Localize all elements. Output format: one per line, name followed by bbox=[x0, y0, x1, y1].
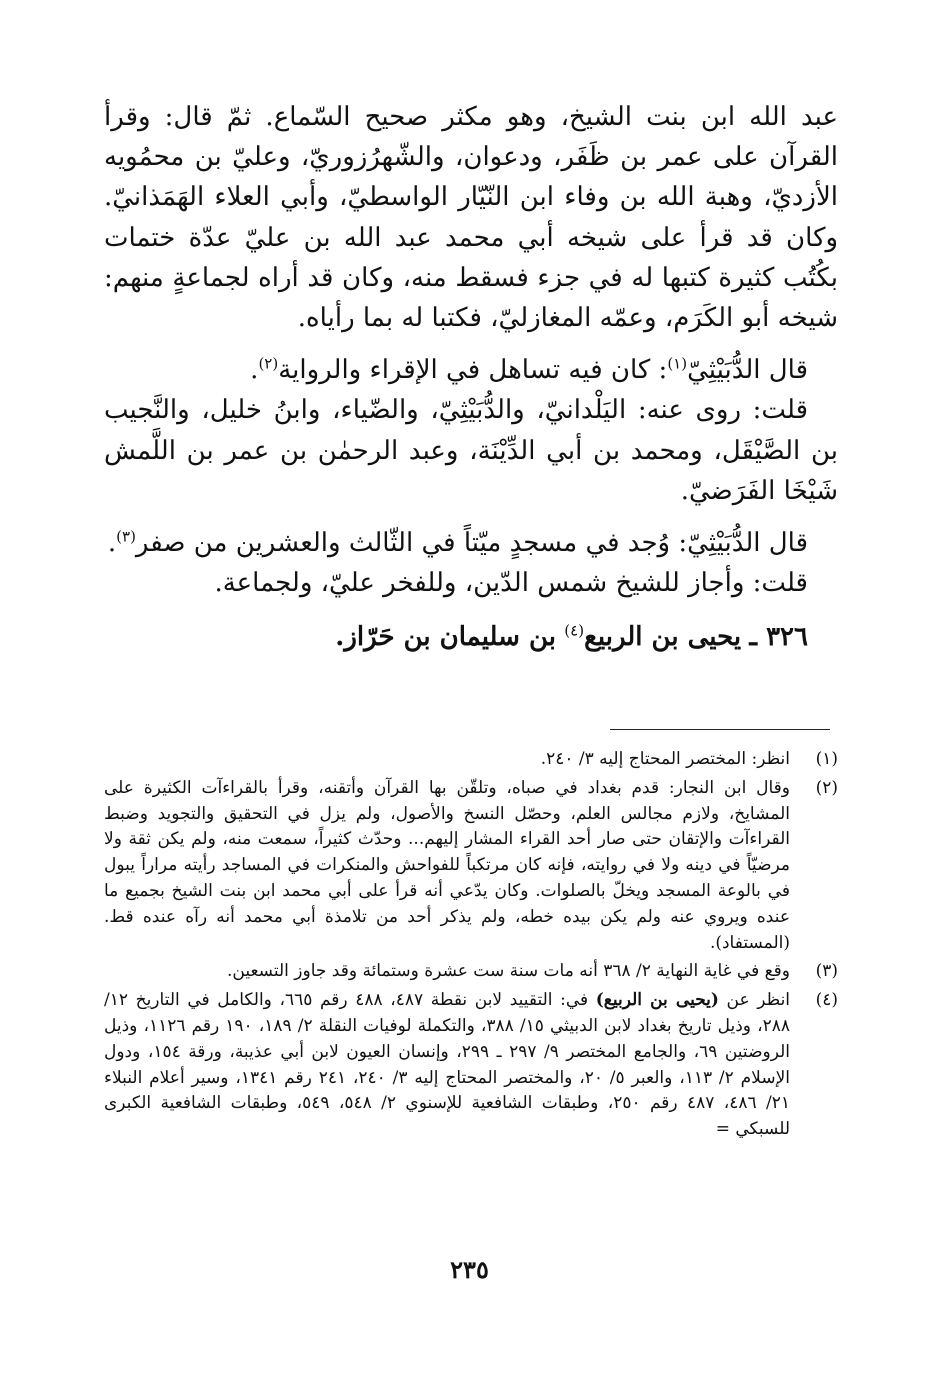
footnote-mark: (١) bbox=[815, 749, 838, 769]
footnote-ref-3[interactable]: (٣) bbox=[116, 527, 136, 546]
entry-number: ٣٢٦ ـ bbox=[749, 622, 808, 653]
footnote-2 bbox=[104, 776, 838, 957]
paragraph-5: قلت: وأجاز للشيخ شمس الدّين، وللفخر عليّ، ولجماعة. bbox=[214, 568, 808, 599]
footnotes bbox=[104, 747, 838, 1146]
footnote-text: انظر: المختصر المحتاج إليه ٣/ ٢٤٠. bbox=[540, 749, 790, 769]
paragraph-4: قال الدُّبَيْثِيّ: وُجد في مسجدٍ ميّتاً في الثّالث والعشرين من صفر$^{(٣)}$. bbox=[107, 527, 808, 559]
footnote-ref-1[interactable]: (١) bbox=[667, 354, 688, 373]
page-number: ٢٣٥ bbox=[450, 1255, 489, 1284]
paragraph-2: قال الدُّبَيْثِيّ$^{(١)}$: كان فيه تساهل في الإقراء والرواية$^{(٢)}$. bbox=[250, 354, 808, 386]
footnote-text: وقال ابن النجار: قدم بغداد في صباه، وتلقّن بها القرآن وأتقنه، وقرأ بالقراءآت الكثيرة على المشايخ، ولازم مجالس العلم، وحصّل النسخ والأصول، ولم يزل في التحقيق والتجويد وضبط القراءآت والإتقان حتى صار أحد القراء المشار إليهم... وحدّث كثيراً، سمعت منه، ولم يكن ثقة ولا مرضيّاً في دينه ولا في روايته، فإنه كان مرتكباً للفواحش والمنكرات في المساجد رأيته مراراً يبول في بالوعة المسجد ويخلّ بالصلوات. وكان يدّعي أنه قرأ على أبي محمد ابن بنت الشيخ بجميع ما عنده ويروي عنه ولم يكن بيده خطه، ولم يذكر أحد من تلامذة أبي محمد أنه رآه عنده قط. (المستفاد). bbox=[104, 777, 790, 953]
footnote-ref-4[interactable]: (٤) bbox=[564, 621, 585, 640]
main-text bbox=[104, 97, 838, 658]
footnote-mark: (٣) bbox=[815, 961, 838, 982]
entry-name: يحيى بن الربيع bbox=[584, 622, 742, 653]
paragraph-1: عبد الله ابن بنت الشيخ، وهو مكثر صحيح السّماع. ثمّ قال: وقرأ القرآن على عمر بن ظَفَر، ودعوان، والشّهرُزوريّ، وعليّ بن محمُويه الأزديّ، وهبة الله بن وفاء ابن النّيّار الواسطيّ، وأبي العلاء الهَمَذانيّ. وكان قد قرأ على شيخه أبي محمد عبد الله بن عليّ عدّة ختمات بكُتُب كثيرة كتبها له في جزء فسقط منه، وكان قد أراه لجماعةٍ منهم: شيخه أبو الكَرَم، وعمّه المغازليّ، فكتبا له بما رأياه. bbox=[104, 102, 838, 334]
footnote-mark: (٤) bbox=[815, 990, 838, 1011]
footnote-4 bbox=[104, 988, 838, 1143]
entry-heading: ٣٢٦ ـ يحيى بن الربيع$^{(٤)}$ بن سليمان بن حَرّاز. bbox=[335, 621, 808, 653]
footnote-bold-name: (يحيى بن الربيع) bbox=[595, 990, 719, 1011]
footnote-ref-2[interactable]: (٢) bbox=[258, 354, 279, 373]
paragraph-3: قلت: روى عنه: اليَلْدانيّ، والدُّبَيْثِيّ، والضّياء، وابنُ خليل، والنَّجيب بن الصَّيْقَل، ومحمد بن أبي الدِّيْنَة، وعبد الرحمٰن بن عمر بن اللَّمش شَيْخَا الفَرَضيّ. bbox=[104, 395, 838, 506]
footnote-text: وقع في غاية النهاية ٢/ ٣٦٨ أنه مات سنة ست عشرة وستمائة وقد جاوز التسعين. bbox=[227, 961, 790, 982]
footnote-text: انظر عن (يحيى بن الربيع) في: التقييد لابن نقطة ٤٨٧، ٤٨٨ رقم ٦٦٥، والكامل في التاريخ ١٢/ ٢٨٨، وذيل تاريخ بغداد لابن الدبيثي ١٥/ ٣٨٨، والتكملة لوفيات النقلة ٢/ ١٨٩، ١٩٠ رقم ١١٢٦، وذيل الروضتين ٦٩، والجامع المختصر ٩/ ٢٩٧ ـ ٢٩٩، وإنسان العيون لابن أبي عذيبة، ورقة ١٥٤، ودول الإسلام ٢/ ١١٣، والعبر ٥/ ٢٠، والمختصر المحتاج إليه ٣/ ٢٤٠، ٢٤١ رقم ١٣٤١، وسير أعلام النبلاء ٢١/ ٤٨٦، ٤٨٧ رقم ٢٥٠، وطبقات الشافعية للإسنوي ٢/ ٥٤٨، ٥٤٩، وطبقات الشافعية الكبرى للسبكي = bbox=[104, 990, 791, 1140]
footnote-3 bbox=[104, 959, 838, 985]
footnote-mark: (٢) bbox=[815, 777, 838, 798]
footnote-divider bbox=[610, 729, 830, 730]
footnote-1 bbox=[104, 747, 838, 773]
